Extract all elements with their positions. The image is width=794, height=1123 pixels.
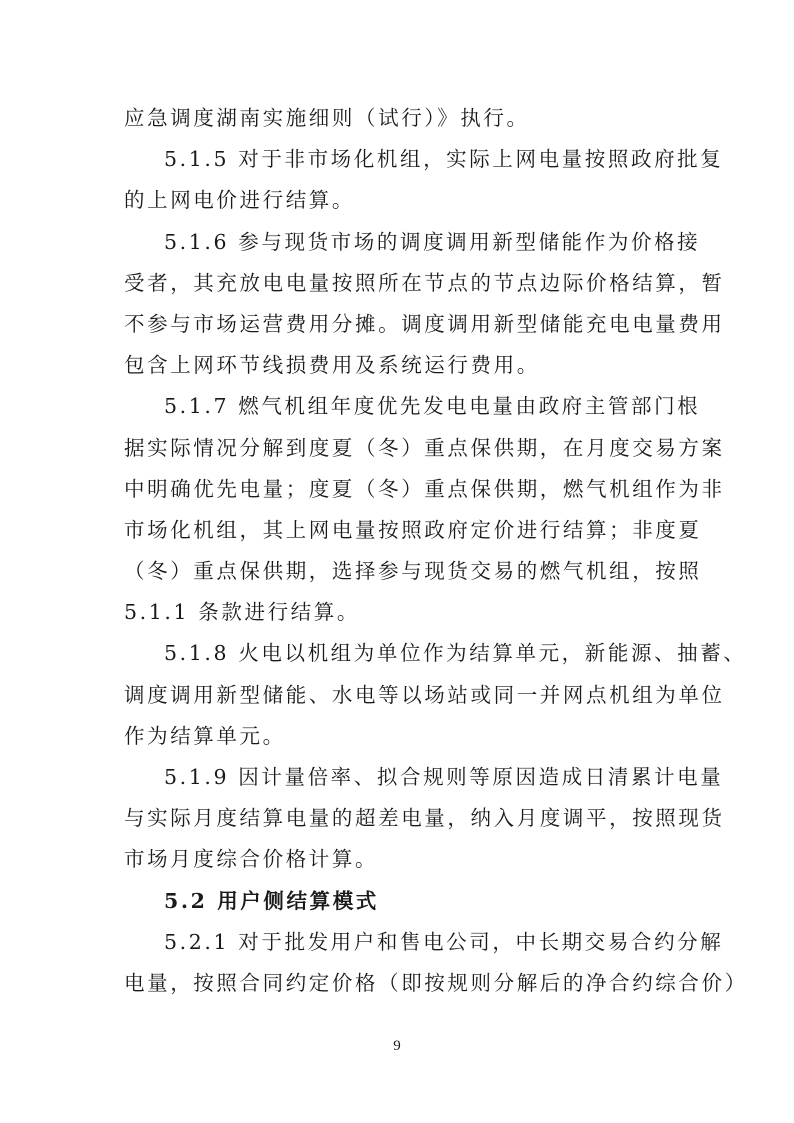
text-line: 作为结算单元。 (124, 723, 286, 748)
text-line: 5.1.9 因计量倍率、拟合规则等原因造成日清累计电量 (164, 765, 724, 789)
text-line: 的上网电价进行结算。 (124, 188, 355, 213)
text-line: 据实际情况分解到度夏（冬）重点保供期，在月度交易方案 (124, 435, 725, 460)
text-line: 5.2.1 对于批发用户和售电公司，中长期交易合约分解 (164, 929, 724, 954)
text-line: 市场月度综合价格计算。 (124, 847, 379, 872)
text-line: 5.1.7 燃气机组年度优先发电电量由政府主管部门根 (164, 394, 701, 419)
text-line: 5.1.5 对于非市场化机组，实际上网电量按照政府批复 (164, 147, 724, 172)
text-line: 5.1.1 条款进行结算。 (124, 600, 360, 625)
body-text (124, 98, 748, 1004)
text-line: （冬）重点保供期，选择参与现货交易的燃气机组，按照 (124, 559, 702, 584)
text-line: 中明确优先电量；度夏（冬）重点保供期，燃气机组作为非 (124, 476, 725, 501)
text-line: 市场化机组，其上网电量按照政府定价进行结算；非度夏 (124, 517, 702, 542)
text-line: 调度调用新型储能、水电等以场站或同一并网点机组为单位 (124, 682, 725, 707)
page-number: 9 (393, 1038, 401, 1054)
text-line: 电量，按照合同约定价格（即按规则分解后的净合约综合价） (124, 970, 748, 995)
text-line: 应急调度湖南实施细则（试行）》执行。 (124, 106, 530, 130)
text-line: 5.1.8 火电以机组为单位作为结算单元，新能源、抽蓄、 (164, 641, 747, 666)
text-line: 受者，其充放电电量按照所在节点的节点边际价格结算，暂 (124, 270, 725, 295)
section-heading: 5.2 用户侧结算模式 (164, 888, 379, 913)
text-line: 包含上网环节线损费用及系统运行费用。 (124, 353, 540, 378)
text-line: 与实际月度结算电量的超差电量，纳入月度调平，按照现货 (124, 806, 725, 831)
text-line: 不参与市场运营费用分摊。调度调用新型储能充电电量费用 (124, 311, 725, 336)
text-line: 5.1.6 参与现货市场的调度调用新型储能作为价格接 (164, 229, 701, 254)
